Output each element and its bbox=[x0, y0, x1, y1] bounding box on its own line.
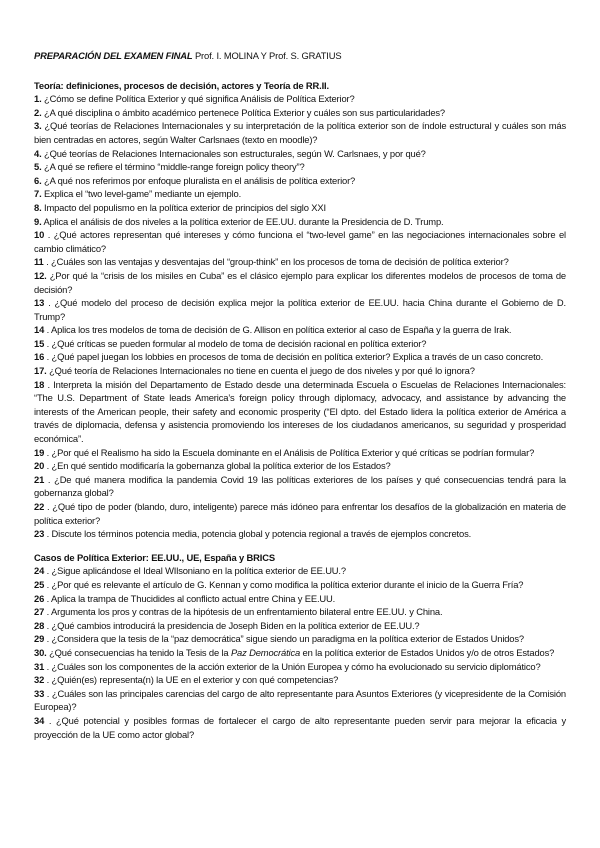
question-number: 30. bbox=[34, 646, 47, 658]
question-item bbox=[34, 592, 566, 606]
question-number: 14 bbox=[34, 324, 45, 336]
question-item bbox=[34, 446, 566, 460]
question-number: 5. bbox=[34, 161, 42, 173]
question-number: 19 bbox=[34, 446, 45, 458]
question-number: 4. bbox=[34, 147, 42, 159]
question-number: 21 bbox=[34, 473, 45, 485]
question-item bbox=[34, 500, 566, 527]
question-number: 13 bbox=[34, 297, 45, 309]
question-number: 28 bbox=[34, 619, 45, 631]
question-number: 20 bbox=[34, 460, 45, 472]
question-item bbox=[34, 714, 566, 741]
question-number: 17. bbox=[34, 365, 47, 377]
question-text: . Aplica la trampa de Thucidides al conflicto actual entre China y EE.UU. bbox=[46, 592, 336, 604]
question-text: ¿Qué teorías de Relaciones Internacionales y su interpretación de la política exterior son de índole estructural y cuáles son más bien centradas en actores, según Walter Carlsnaes (texto en moodle)? bbox=[34, 120, 566, 145]
question-text: Impacto del populismo en la política exterior de principios del siglo XXI bbox=[44, 201, 326, 213]
question-text: . ¿Qué papel juegan los lobbies en procesos de toma de decisión en política exterior? Explica a través de un caso concreto. bbox=[46, 351, 544, 363]
question-text: . ¿Qué actores representan qué intereses y cómo funciona el “two-level game” en las negociaciones internacionales sobre el cambio climático? bbox=[34, 229, 566, 254]
question-text-after: en la política exterior de Estados Unidos y/o de otros Estados? bbox=[300, 646, 555, 658]
question-number: 29 bbox=[34, 633, 45, 645]
question-number: 11 bbox=[34, 256, 44, 268]
question-number: 31 bbox=[34, 660, 45, 672]
question-number: 6. bbox=[34, 174, 42, 186]
question-text: Explica el “two level-game” mediante un ejemplo. bbox=[44, 188, 242, 200]
question-item bbox=[34, 160, 566, 174]
question-text: . Argumenta los pros y contras de la hipótesis de un enfrentamiento bilateral entre EE.UU. y China. bbox=[46, 606, 443, 618]
question-sections bbox=[34, 79, 566, 742]
question-text: . ¿Cuáles son las principales carencias del cargo de alto representante para Asuntos Exteriores (y vicepresidente de la Comisión Europea)? bbox=[34, 687, 566, 713]
question-number: 23 bbox=[34, 528, 45, 540]
question-text: . ¿Por qué es relevante el artículo de G. Kennan y como modifica la política exterior durante el inicio de la Guerra Fría? bbox=[46, 578, 524, 590]
question-text-italic: Paz Democrática bbox=[230, 646, 301, 658]
question-item bbox=[34, 660, 566, 674]
section-gap bbox=[34, 541, 566, 551]
question-item bbox=[34, 673, 566, 687]
question-text: ¿Qué teorías de Relaciones Internacionales son estructurales, según W. Carlsnaes, y por qué? bbox=[44, 147, 426, 159]
question-number: 24 bbox=[34, 565, 45, 577]
question-text: . ¿Cuáles son los componentes de la acción exterior de la Unión Europea y cómo ha evolucionado su servicio diplomático? bbox=[46, 660, 541, 672]
question-item bbox=[34, 228, 566, 255]
question-item bbox=[34, 350, 566, 364]
question-item bbox=[34, 527, 566, 541]
question-text: . ¿Qué críticas se pueden formular al modelo de toma de decisión racional en política exterior? bbox=[46, 337, 427, 349]
question-number: 9. bbox=[34, 215, 42, 227]
question-text: ¿Qué consecuencias ha tenido la Tesis de la bbox=[49, 646, 231, 658]
question-number: 26 bbox=[34, 592, 45, 604]
question-item bbox=[34, 564, 566, 578]
question-number: 18 bbox=[34, 378, 45, 390]
question-item bbox=[34, 201, 566, 215]
question-item bbox=[34, 187, 566, 201]
question-text: ¿A qué se refiere el término “middle-range foreign policy theory”? bbox=[44, 161, 305, 173]
question-item bbox=[34, 147, 566, 161]
question-text: ¿A qué nos referimos por enfoque pluralista en el análisis de política exterior? bbox=[44, 174, 356, 186]
question-text: . ¿De qué manera modifica la pandemia Covid 19 las políticas exteriores de los países y qué consecuencias tendrá para la gobernanza global? bbox=[34, 473, 566, 499]
section-heading: Casos de Política Exterior: EE.UU., UE, España y BRICS bbox=[34, 551, 275, 563]
question-number: 10 bbox=[34, 229, 45, 241]
question-number: 22 bbox=[34, 501, 45, 512]
question-number: 32 bbox=[34, 674, 45, 686]
question-text: . ¿Qué modelo del proceso de decisión explica mejor la política exterior de EE.UU. hacia China durante el Gobierno de D. Trump? bbox=[34, 297, 566, 322]
question-item bbox=[34, 119, 566, 146]
question-text: . ¿Cuáles son las ventajas y desventajas del “group-think” en los procesos de toma de decisión de política exterior? bbox=[46, 256, 509, 268]
question-text: . ¿Qué cambios introducirá la presidencia de Joseph Biden en la política exterior de EE.UU.? bbox=[46, 619, 420, 631]
question-item bbox=[34, 459, 566, 473]
question-item bbox=[34, 619, 566, 633]
question-item bbox=[34, 605, 566, 619]
question-text: . Interpreta la misión del Departamento de Estado desde una determinada Escuela o Escuelas de Relaciones Internacionales: “The U.S. Department of State leads America’s foreign policy through diplomacy, advocacy, and assistance by advancing the interests of the American people, their safety and economic prosperity (“El dpto. del Estado lidera la política exterior de América a través de diplomacia, defensa y asistencia promoviendo los intereses de los ciudadanos americanos, su seguridad y prosperidad económica”. bbox=[34, 378, 566, 445]
question-number: 34 bbox=[34, 714, 45, 726]
question-item bbox=[34, 296, 566, 323]
document-page bbox=[34, 49, 566, 741]
question-text: . ¿En qué sentido modificaría la gobernanza global la política exterior de los Estados? bbox=[46, 460, 391, 472]
question-text: . ¿Sigue aplicándose el Ideal WIlsoniano en la política exterior de EE.UU.? bbox=[46, 565, 346, 577]
question-item bbox=[34, 215, 566, 229]
question-item bbox=[34, 646, 566, 660]
question-number: 8. bbox=[34, 201, 42, 213]
question-text: . ¿Quién(es) representa(n) la UE en el exterior y con qué competencias? bbox=[46, 674, 339, 686]
question-text: . ¿Considera que la tesis de la “paz democrática” sigue siendo un paradigma en la política exterior de Estados Unidos? bbox=[46, 633, 524, 645]
question-text: . ¿Qué tipo de poder (blando, duro, inteligente) parece más idóneo para enfrentar los desafíos de la globalización en materia de política exterior? bbox=[34, 501, 566, 526]
question-number: 25 bbox=[34, 578, 45, 590]
question-text: . ¿Qué potencial y posibles formas de fortalecer el cargo de alto representante pueden servir para mejorar la eficacia y proyección de la UE como actor global? bbox=[34, 714, 566, 740]
question-item bbox=[34, 92, 566, 106]
question-number: 1. bbox=[34, 93, 42, 105]
question-number: 33 bbox=[34, 687, 45, 699]
title-authors: Prof. I. MOLINA Y Prof. S. GRATIUS bbox=[194, 50, 342, 61]
question-item bbox=[34, 106, 566, 120]
question-number: 16 bbox=[34, 351, 45, 363]
question-text: . ¿Por qué el Realismo ha sido la Escuela dominante en el Análisis de Política Exterior y qué críticas se podrían formular? bbox=[46, 446, 535, 458]
question-item bbox=[34, 269, 566, 296]
question-item bbox=[34, 578, 566, 592]
document-title bbox=[34, 49, 566, 63]
section-heading: Teoría: definiciones, procesos de decisión, actores y Teoría de RR.II. bbox=[34, 79, 329, 91]
question-item bbox=[34, 378, 566, 446]
question-number: 3. bbox=[34, 120, 42, 132]
question-text: ¿Por qué la “crisis de los misiles en Cuba” es el clásico ejemplo para explicar los diferentes modelos de procesos de toma de decisión? bbox=[34, 269, 566, 295]
question-text: . Aplica los tres modelos de toma de decisión de G. Allison en política exterior al caso de España y la guerra de Irak. bbox=[46, 324, 512, 336]
question-item bbox=[34, 337, 566, 351]
question-item bbox=[34, 364, 566, 378]
title-main: PREPARACIÓN DEL EXAMEN FINAL bbox=[34, 50, 193, 61]
question-number: 12. bbox=[34, 269, 47, 281]
question-text: ¿A qué disciplina o ámbito académico pertenece Política Exterior y cuáles son sus particularidades? bbox=[44, 106, 445, 118]
question-item bbox=[34, 632, 566, 646]
question-item bbox=[34, 174, 566, 188]
question-item bbox=[34, 687, 566, 714]
question-text: ¿Qué teoría de Relaciones Internacionales no tiene en cuenta el juego de dos niveles y por qué lo ignora? bbox=[49, 365, 475, 377]
question-number: 2. bbox=[34, 106, 42, 118]
question-text: ¿Cómo se define Política Exterior y qué significa Análisis de Política Exterior? bbox=[44, 93, 355, 105]
question-item bbox=[34, 473, 566, 500]
question-text: . Discute los términos potencia media, potencia global y potencia regional a través de ejemplos concretos. bbox=[46, 528, 472, 540]
question-number: 15 bbox=[34, 337, 45, 349]
question-text: Aplica el análisis de dos niveles a la política exterior de EE.UU. durante la Presidencia de D. Trump. bbox=[43, 215, 444, 227]
question-item bbox=[34, 323, 566, 337]
question-number: 7. bbox=[34, 188, 42, 200]
question-item bbox=[34, 255, 566, 269]
question-number: 27 bbox=[34, 606, 45, 618]
